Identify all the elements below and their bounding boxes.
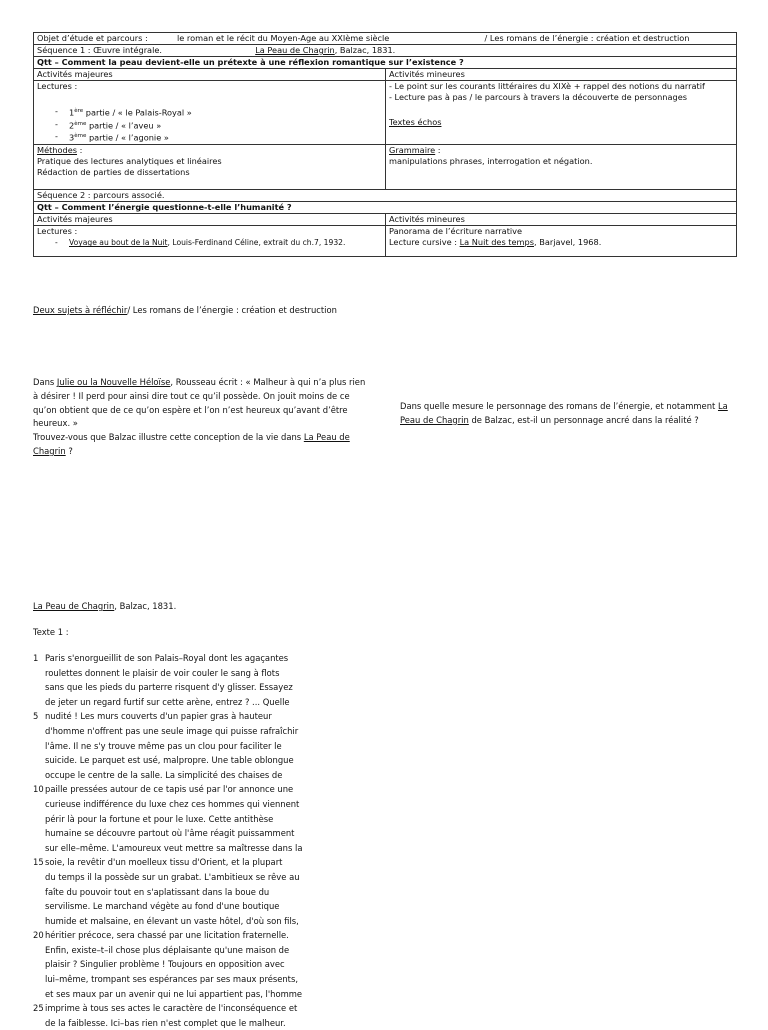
minor-activities-header-2: Activités mineures bbox=[386, 214, 737, 226]
text-line bbox=[33, 1001, 353, 1016]
text-line bbox=[33, 753, 353, 768]
text-line bbox=[33, 666, 353, 681]
text-line bbox=[33, 739, 353, 754]
lectures-label-2: Lectures : bbox=[37, 226, 78, 237]
lectures-list-2 bbox=[37, 237, 382, 248]
panorama-line: Panorama de l’écriture narrative bbox=[389, 226, 523, 237]
sujet-1: Dans Julie ou la Nouvelle Héloïse, Rousseau écrit : « Malheur à qui n’a plus rien à désirer ! Il perd pour ainsi dire tout ce qu’il possède. On jouit moins de ce qu’on obtient que de ce qu’on espère et l’on n’est heureux qu’avant d’être heureux. » Trouvez-vous que Balzac illustre cette conception de la vie dans La Peau de Chagrin ? bbox=[33, 377, 366, 456]
text-line bbox=[33, 855, 353, 870]
line-text: humaine se découvre partout où l'âme réagit puissamment bbox=[45, 828, 295, 839]
sujet-2: Dans quelle mesure le personnage des romans de l’énergie, et notamment La Peau de Chagrin de Balzac, est-il un personnage ancré dans la réalité ? bbox=[400, 401, 728, 425]
text-line bbox=[33, 651, 353, 666]
text-line bbox=[33, 885, 353, 900]
text-line bbox=[33, 899, 353, 914]
table-row bbox=[34, 202, 737, 214]
text-line bbox=[33, 943, 353, 958]
line-text: occupe le centre de la salle. La simplicité des chaises de bbox=[45, 769, 283, 780]
table-row bbox=[34, 69, 737, 81]
table-row bbox=[34, 57, 737, 69]
line-text: soie, la revêtir d'un moelleux tissu d'Orient, et la plupart bbox=[45, 857, 283, 868]
line-text: Enfin, existe–t–il chose plus déplaisante qu'une maison de bbox=[45, 944, 290, 955]
list-item: - Voyage au bout de la Nuit, Louis-Ferdinand Céline, extrait du ch.7, 1932. bbox=[55, 237, 382, 248]
sequence2-cell: Séquence 2 : parcours associé. bbox=[34, 190, 737, 202]
minor-activities-header: Activités mineures bbox=[386, 69, 737, 81]
text-line bbox=[33, 695, 353, 710]
line-number: 15 bbox=[33, 857, 44, 868]
methodes-line: Pratique des lectures analytiques et linéaires bbox=[37, 156, 222, 167]
minor-line: - Lecture pas à pas / le parcours à travers la découverte de personnages bbox=[389, 92, 687, 102]
line-text: suicide. Le parquet est usé, malpropre. Une table oblongue bbox=[45, 755, 294, 766]
major-activities-header-2: Activités majeures bbox=[34, 214, 386, 226]
sequence1-work-rest: , Balzac, 1831. bbox=[334, 45, 396, 55]
line-number: 25 bbox=[33, 1003, 44, 1014]
text-line bbox=[33, 782, 353, 797]
text-line bbox=[33, 709, 353, 724]
list-item: - 2ème partie / « l’aveu » bbox=[55, 119, 382, 132]
objet-etude-parcours: / Les romans de l’énergie : création et destruction bbox=[484, 33, 690, 43]
lectures-cell-2 bbox=[34, 226, 386, 257]
methodes-line: Rédaction de parties de dissertations bbox=[37, 167, 190, 178]
line-text: périr là pour la fortune et pour le luxe. Cette antithèse bbox=[45, 813, 274, 824]
text-line bbox=[33, 972, 353, 987]
methodes-label: Méthodes bbox=[37, 145, 78, 156]
text-line bbox=[33, 870, 353, 885]
text-line bbox=[33, 914, 353, 929]
line-text: roulettes donnent le plaisir de voir couler le sang à flots bbox=[45, 667, 280, 678]
question1-cell: Qtt – Comment la peau devient-elle un prétexte à une réflexion romantique sur l’existence ? bbox=[34, 57, 737, 69]
text-line bbox=[33, 1016, 353, 1030]
objet-etude-cell bbox=[34, 33, 737, 45]
table-row bbox=[34, 145, 737, 190]
minor-activities-cell bbox=[386, 81, 737, 145]
line-text: lui–même, trompant ses espérances par ses maux présents, bbox=[45, 974, 298, 985]
question2-cell: Qtt – Comment l’énergie questionne-t-elle l’humanité ? bbox=[34, 202, 737, 214]
line-text: humide et malsaine, en élevant un vaste hôtel, d'où son fils, bbox=[45, 915, 299, 926]
major-activities-header: Activités majeures bbox=[34, 69, 386, 81]
line-text: faîte du pouvoir tout en s'aplatissant dans la boue du bbox=[45, 886, 270, 897]
line-text: sur elle–même. L'amoureux veut mettre sa maîtresse dans la bbox=[45, 842, 303, 853]
line-text: et ses maux par un avenir qui ne lui appartient pas, l'homme bbox=[45, 988, 303, 999]
table-row bbox=[34, 214, 737, 226]
text-line bbox=[33, 826, 353, 841]
objet-etude-label: Objet d’étude et parcours : bbox=[37, 33, 148, 43]
grammaire-line: manipulations phrases, interrogation et négation. bbox=[389, 156, 593, 167]
text-line bbox=[33, 797, 353, 812]
grammaire-cell: Grammaire : manipulations phrases, interrogation et négation. bbox=[386, 145, 737, 190]
line-number: 5 bbox=[33, 711, 39, 722]
sequence1-cell bbox=[34, 45, 737, 57]
line-text: de jeter un regard furtif sur cette arène, entrez ? ... Quelle bbox=[45, 696, 290, 707]
textes-echos-label: Textes échos bbox=[389, 117, 442, 127]
list-item: - 1ère partie / « le Palais-Royal » bbox=[55, 106, 382, 119]
line-text: plaisir ? Singulier problème ! Toujours en opposition avec bbox=[45, 959, 285, 970]
table-row bbox=[34, 45, 737, 57]
lectures-label: Lectures : bbox=[37, 81, 78, 91]
grammaire-label: Grammaire bbox=[389, 145, 436, 156]
list-item: - 3ème partie / « l’agonie » bbox=[55, 131, 382, 144]
text-line bbox=[33, 841, 353, 856]
minor-line: - Le point sur les courants littéraires du XIXè + rappel des notions du narratif bbox=[389, 81, 705, 91]
text1-body bbox=[33, 651, 353, 1030]
line-number: 1 bbox=[33, 653, 39, 663]
sujets-heading: Deux sujets à réfléchir/ Les romans de l’énergie : création et destruction bbox=[33, 305, 337, 315]
parts-list bbox=[37, 106, 382, 144]
line-text: du temps il la possède sur un grabat. L'ambitieux se rêve au bbox=[45, 871, 300, 882]
text1-label: Texte 1 : bbox=[33, 627, 69, 637]
table-row bbox=[34, 226, 737, 257]
line-text: de la faiblesse. Ici–bas rien n'est complet que le malheur. bbox=[45, 1017, 286, 1028]
text-line bbox=[33, 768, 353, 783]
text-line bbox=[33, 724, 353, 739]
line-text: nudité ! Les murs couverts d'un papier gras à hauteur bbox=[45, 711, 272, 722]
table-row bbox=[34, 33, 737, 45]
lectures-cell bbox=[34, 81, 386, 145]
line-number: 10 bbox=[33, 784, 44, 795]
line-number: 20 bbox=[33, 930, 44, 941]
sequence1-work-title: La Peau de Chagrin bbox=[255, 45, 335, 55]
text-line bbox=[33, 928, 353, 943]
course-plan-table bbox=[33, 32, 737, 257]
line-text: sans que les pieds du parterre risquent d'y glisser. Essayez bbox=[45, 682, 293, 693]
methodes-cell: Méthodes : Pratique des lectures analytiques et linéaires Rédaction de parties de dissertations bbox=[34, 145, 386, 190]
line-text: imprime à tous ses actes le caractère de l'inconséquence et bbox=[45, 1003, 298, 1014]
line-text: curieuse indifférence du luxe chez ces hommes qui viennent bbox=[45, 798, 300, 809]
text-line bbox=[33, 987, 353, 1002]
line-text: héritier précoce, sera chassé par une licitation fraternelle. bbox=[45, 930, 289, 941]
text-line bbox=[33, 812, 353, 827]
minor-activities-cell-2 bbox=[386, 226, 737, 257]
table-row bbox=[34, 81, 737, 145]
table-row bbox=[34, 190, 737, 202]
line-text: paille pressées autour de ce tapis usé par l'or annonce une bbox=[45, 784, 294, 795]
sequence1-label: Séquence 1 : Œuvre intégrale. bbox=[37, 45, 162, 55]
line-text: d'homme n'offrent pas une seule image qui puisse rafraîchir bbox=[45, 725, 299, 736]
text-line bbox=[33, 957, 353, 972]
line-text: Paris s'enorgueillit de son Palais–Royal dont les agaçantes bbox=[45, 653, 289, 663]
line-text: l'âme. Il ne s'y trouve même pas un clou pour faciliter le bbox=[45, 740, 282, 751]
line-text: servilisme. Le marchand végète au fond d'une boutique bbox=[45, 901, 280, 912]
cursive-line: Lecture cursive : La Nuit des temps, Barjavel, 1968. bbox=[389, 237, 602, 248]
text1-work-title: La Peau de Chagrin, Balzac, 1831. bbox=[33, 601, 177, 611]
text-line bbox=[33, 680, 353, 695]
objet-etude-subject: le roman et le récit du Moyen-Age au XXIème siècle bbox=[177, 33, 390, 43]
